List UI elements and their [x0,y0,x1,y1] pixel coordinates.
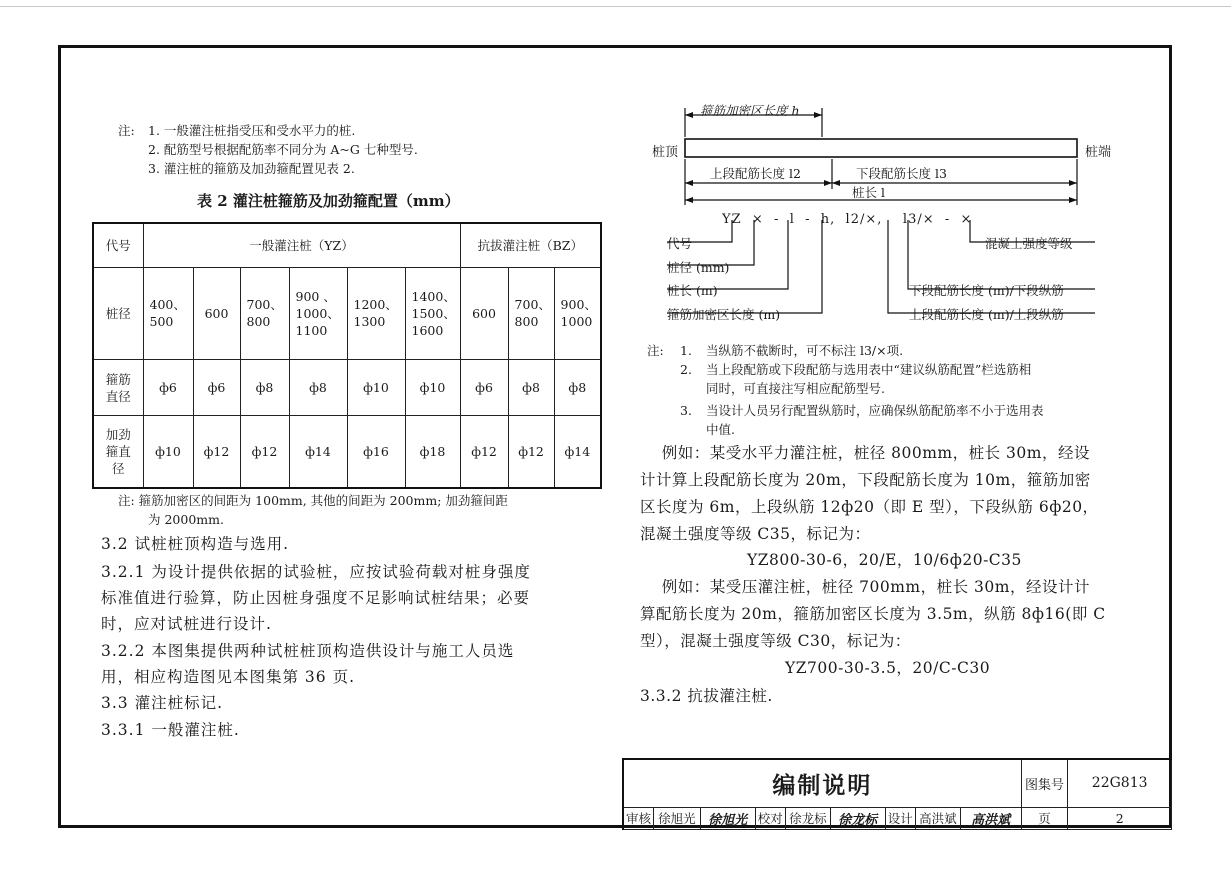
body-line: 标准值进行验算，防止因桩身强度不足影响试桩结果；必要 [101,589,531,607]
row-label: 加劲 箍直 径 [93,416,143,488]
table-cell: ф18 [405,416,460,488]
note-text: 当上段配筋或下段配筋与选用表中“建议纵筋配置”栏选筋相 [706,362,1032,377]
table-cell: ф10 [143,416,193,488]
example-line: 例如：某受压灌注桩，桩径 700mm，桩长 30m，经设计计 [640,578,1090,596]
body-line: 时，应对试桩进行设计. [101,615,272,633]
table-cell: ф12 [460,416,508,488]
table-row [93,267,601,359]
table-cell: ф10 [347,360,405,416]
example-marking: YZ700-30-3.5，20/C-C30 [785,659,991,677]
note-item: 1. 一般灌注桩指受压和受水平力的桩. [148,123,356,138]
notes-prefix: 注: [118,123,135,138]
table-cell: 700、 800 [508,267,554,359]
body-line: 3.2.2 本图集提供两种试桩桩顶构造供设计与施工人员选 [101,642,515,660]
header-uplift-pile: 抗拔灌注桩（BZ） [460,223,601,267]
table-cell: ф6 [193,360,240,416]
note-text: 同时，可直接注写相应配筋型号. [706,381,885,396]
checker-signature: 徐龙标 [830,807,885,829]
label-code: 代号 [667,236,693,251]
header-general-pile: 一般灌注桩（YZ） [143,223,460,267]
table-cell: ф8 [289,360,347,416]
table-note: 注: 箍筋加密区的间距为 100mm, 其他的间距为 200mm; 加劲箍间距 [118,493,508,508]
title-row [623,759,1172,807]
checker-name: 徐龙标 [786,807,831,829]
section-heading: 3.3 灌注桩标记. [101,694,224,712]
upper-length-label: 上段配筋长度 l2 [710,166,801,181]
table-header-row [93,223,601,267]
arrowhead [824,180,832,186]
reviewer-name: 徐旭光 [653,807,700,829]
label-pile-length: 桩长 (m) [667,283,718,298]
table-cell: 1400、 1500、 1600 [405,267,460,359]
row-label: 箍筋 直径 [93,360,143,416]
example-marking: YZ800-30-6，20/E，10/6ф20-C35 [747,551,1022,569]
note-text: 当纵筋不截断时，可不标注 l3/×项. [706,343,904,358]
pile-length-label: 桩长 l [852,185,885,200]
table-cell: ф6 [143,360,193,416]
code-format: YZ × - l - h, l2/×, l3/× - × [722,212,973,227]
page-number: 2 [1068,807,1172,829]
note-num: 2. [680,362,692,377]
row-label: 桩径 [93,267,143,359]
review-label: 审核 [623,807,653,829]
design-label: 设计 [885,807,915,829]
label-upper-segment: 上段配筋长度 (m)/上段纵筋 [909,307,1064,322]
example-line: 算配筋长度为 20m，箍筋加密区长度为 3.5m，纵筋 8ф16(即 C [640,605,1106,623]
table-cell [143,267,193,359]
pile-end-label: 桩端 [1085,145,1112,160]
table-cell: ф16 [347,416,405,488]
label-dense-zone: 箍筋加密区长度 (m) [667,307,781,322]
header-code: 代号 [93,223,143,267]
table-row [93,416,601,488]
label-lower-segment: 下段配筋长度 (m)/下段纵筋 [909,283,1064,298]
table-row [93,360,601,416]
note-text: 当设计人员另行配置纵筋时，应确保纵筋配筋率不小于选用表 [706,403,1044,418]
table-cell: 700、 800 [240,267,289,359]
leader-line [908,220,1095,289]
table-cell: ф8 [554,360,601,416]
table-cell: ф12 [508,416,554,488]
arrowhead [1069,197,1077,203]
label-diameter: 桩径 (mm) [667,260,730,275]
pile-top-label: 桩顶 [652,145,679,160]
note-num: 3. [680,403,692,418]
arrowhead [685,180,693,186]
atlas-no-label: 图集号 [1021,759,1068,807]
designer-name: 高洪斌 [916,807,961,829]
note-num: 1. [680,343,692,358]
arrowhead [832,180,840,186]
lower-length-label: 下段配筋长度 l3 [856,166,947,181]
arrowhead [1069,180,1077,186]
section-heading: 3.3.1 一般灌注桩. [101,721,240,739]
section-heading: 3.2 试桩桩顶构造与选用. [101,535,290,553]
table-cell: 600 [193,267,240,359]
table-cell: ф8 [240,360,289,416]
note-item: 2. 配筋型号根据配筋率不同分为 A~G 七种型号. [148,142,418,157]
example-line: 例如：某受水平力灌注桩，桩径 800mm，桩长 30m，经设 [640,444,1090,462]
title-block [622,758,1172,830]
table-cell: ф6 [460,360,508,416]
dense-zone-label: 箍筋加密区长度 h [700,103,800,118]
table-cell: 600 [460,267,508,359]
signature-row [623,807,1172,829]
rebar-config-table [92,222,602,489]
example-line: 型），混凝土强度等级 C30，标记为： [640,632,911,650]
table-cell: ф12 [240,416,289,488]
body-line: 3.2.1 为设计提供依据的试验桩，应按试验荷载对桩身强度 [101,563,531,581]
arrowhead [685,197,693,203]
example-line: 混凝土强度等级 C35，标记为： [640,525,871,543]
table-cell: ф10 [405,360,460,416]
note-text: 中值. [706,422,735,437]
atlas-no: 22G813 [1068,759,1172,807]
table-cell: ф14 [289,416,347,488]
table-cell: 1200、 1300 [347,267,405,359]
designer-signature: 高洪斌 [960,807,1021,829]
check-label: 校对 [755,807,785,829]
section-heading: 3.3.2 抗拔灌注桩. [640,687,773,705]
arrowhead [685,112,693,118]
pile-body [685,139,1077,157]
arrowhead [814,112,822,118]
leader-line [667,220,788,289]
example-line: 区长度为 6m，上段纵筋 12ф20（即 E 型），下段纵筋 6ф20， [640,498,1099,516]
reviewer-signature: 徐旭光 [700,807,755,829]
table-note: 为 2000mm. [148,512,224,527]
body-line: 用，相应构造图见本图集第 36 页. [101,668,356,686]
table-cell: 900、 1000 [554,267,601,359]
notes-prefix: 注: [647,343,664,358]
label-concrete-grade: 混凝土强度等级 [985,236,1073,251]
page-top-rule [0,0,1231,7]
page-label: 页 [1021,807,1068,829]
note-item: 3. 灌注桩的箍筋及加劲箍配置见表 2. [148,161,355,176]
example-line: 计计算上段配筋长度为 20m，下段配筋长度为 10m，箍筋加密 [640,471,1091,489]
table-cell: ф14 [554,416,601,488]
drawing-title: 编制说明 [623,759,1021,807]
table-cell: ф8 [508,360,554,416]
cell-text: 400、 500 [149,297,186,330]
table-title: 表 2 灌注桩箍筋及加劲箍配置（mm） [197,192,460,210]
table-cell: ф12 [193,416,240,488]
table-cell: 900 、 1000、 1100 [289,267,347,359]
